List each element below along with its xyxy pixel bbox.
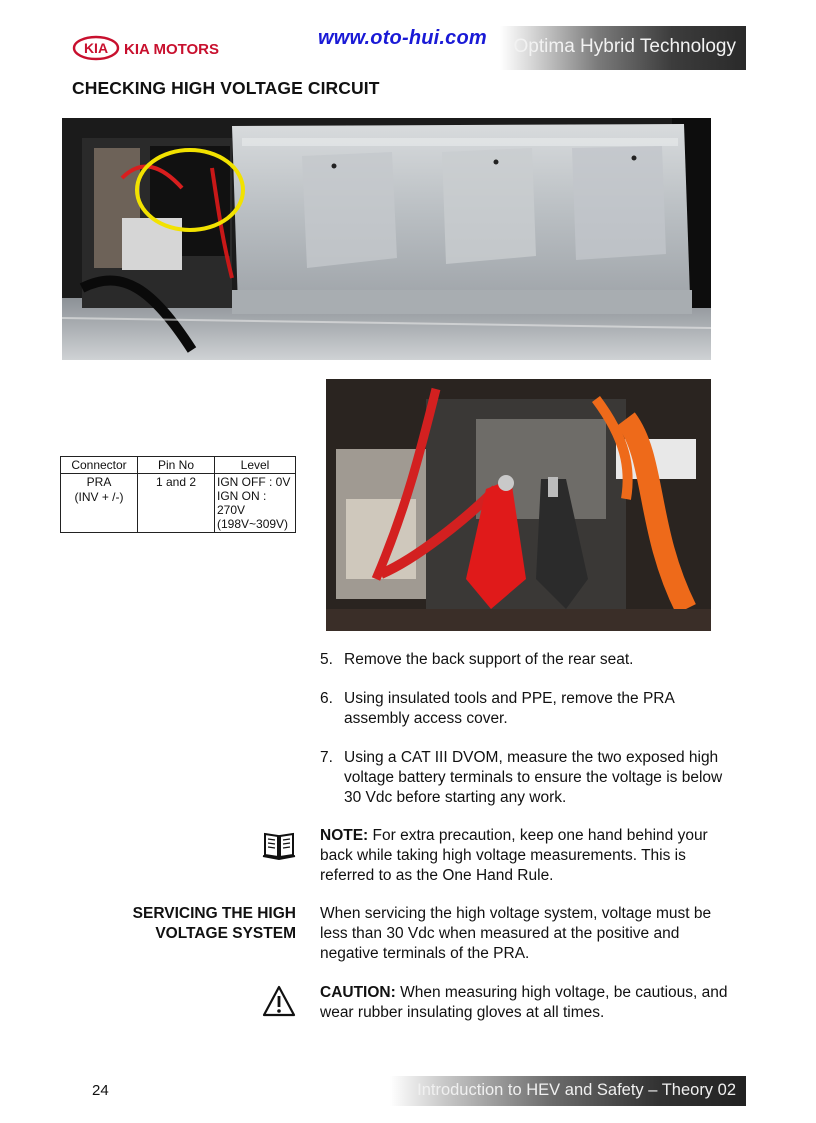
note-paragraph (320, 826, 730, 886)
dvom-measurement-photo (326, 379, 711, 631)
header-band (500, 26, 746, 70)
battery-pack-photo (62, 118, 711, 360)
header-title: Optima Hybrid Technology (513, 36, 736, 57)
note-label: NOTE: (320, 827, 369, 844)
servicing-heading-line2: VOLTAGE SYSTEM (155, 925, 296, 942)
warning-triangle-icon (262, 984, 296, 1018)
logo-brand-text: KIA MOTORS (124, 41, 220, 58)
footer-title: Introduction to HEV and Safety – Theory 02 (417, 1081, 736, 1099)
step-text: Using a CAT III DVOM, measure the two exposed high voltage battery terminals to ensure the voltage is below 30 Vdc before starting any work. (344, 749, 723, 806)
page-heading: CHECKING HIGH VOLTAGE CIRCUIT (72, 78, 380, 98)
kia-motors-logo (72, 34, 232, 62)
servicing-paragraph: When servicing the high voltage system, voltage must be less than 30 Vdc when measured at the positive and negative terminals of the PRA. (320, 905, 712, 962)
servicing-heading-line1: SERVICING THE HIGH (132, 905, 296, 922)
level-ign-off: IGN OFF : 0V (217, 475, 291, 489)
step-5 (320, 650, 740, 670)
step-number: 5. (320, 651, 333, 668)
table-header-connector: Connector (61, 457, 138, 474)
table-row (61, 474, 296, 533)
step-7 (320, 748, 740, 808)
website-watermark: www.oto-hui.com (318, 27, 487, 49)
level-range: (198V~309V) (217, 517, 289, 531)
table-header-pin: Pin No (138, 457, 215, 474)
caution-label: CAUTION: (320, 984, 396, 1001)
cell-pin: 1 and 2 (138, 474, 215, 533)
level-ign-on: IGN ON : 270V (217, 489, 267, 517)
table-header-row (61, 457, 296, 474)
footer-band (390, 1076, 746, 1106)
connector-detail: (INV + /-) (74, 490, 124, 504)
book-icon (262, 830, 296, 860)
cell-level (215, 474, 296, 533)
page-number: 24 (92, 1082, 109, 1099)
logo-mark-text: KIA (83, 40, 109, 56)
step-text: Using insulated tools and PPE, remove the PRA assembly access cover. (344, 690, 674, 727)
table-header-level: Level (215, 457, 296, 474)
step-text: Remove the back support of the rear seat. (344, 651, 634, 668)
cell-connector (61, 474, 138, 533)
caution-text: When measuring high voltage, be cautious, and wear rubber insulating gloves at all times. (320, 984, 728, 1021)
servicing-heading (100, 904, 296, 944)
note-text: For extra precaution, keep one hand behind your back while taking high voltage measurements. This is referred to as the One Hand Rule. (320, 827, 708, 884)
step-number: 7. (320, 749, 333, 766)
caution-paragraph (320, 983, 730, 1023)
connector-spec-table (60, 456, 296, 533)
step-6 (320, 689, 740, 729)
step-number: 6. (320, 690, 333, 707)
connector-name: PRA (86, 475, 112, 489)
